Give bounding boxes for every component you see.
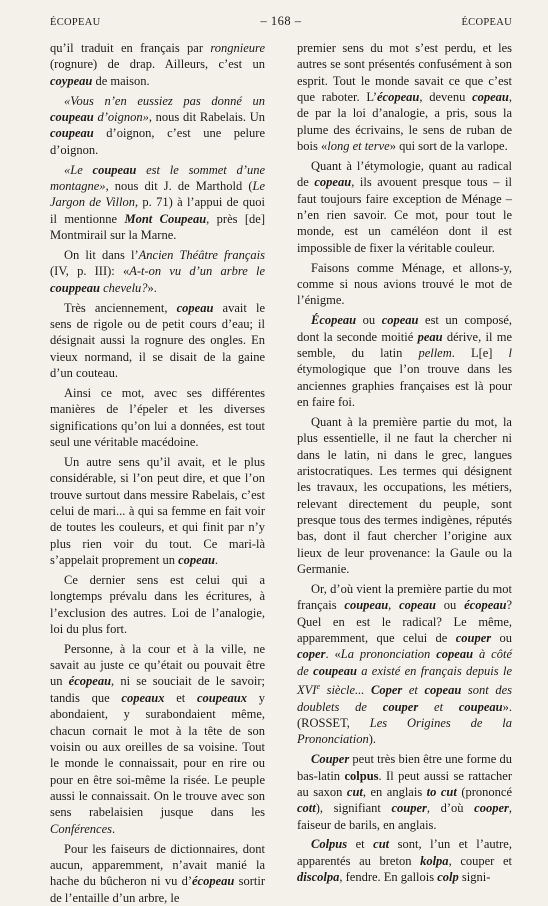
emphasized-text: sont des doublets de: [297, 683, 512, 714]
paragraph: [50, 454, 265, 568]
paragraph: [297, 414, 512, 577]
emphasized-text: coupeau: [50, 126, 94, 141]
emphasized-text: Les Origines de la Prononciation: [297, 715, 512, 747]
emphasized-text: à côté de: [297, 647, 512, 678]
text-run: , nous dit J. de Marthold (: [105, 178, 253, 193]
emphasized-text: discolpa: [297, 870, 340, 885]
text-run: .: [112, 821, 116, 836]
text-run: Ainsi ce mot, avec ses différentes manières de l’épeler et les diverses significations qu’on lui a données, est tout seul une véritable macédoine.: [50, 385, 265, 449]
header-right-title: ÉCOPEAU: [461, 17, 512, 28]
left-column: [50, 40, 265, 906]
paragraph: [50, 247, 265, 296]
paragraph: [50, 572, 265, 637]
text-run: Or, d’où vient la première partie du mot français: [297, 581, 512, 613]
text-run: , fendre. En gallois: [339, 870, 438, 885]
text-run: sont, l’un et l’autre, apparentés au breton: [297, 837, 512, 868]
emphasized-text: couper: [382, 699, 419, 714]
emphasized-text: écopeau: [192, 874, 235, 889]
paragraph: [297, 312, 512, 410]
emphasized-text: copeau: [424, 683, 462, 698]
emphasized-text: coupeaux: [196, 690, 247, 705]
right-column: [297, 40, 512, 906]
text-run: .: [214, 552, 219, 567]
emphasized-text: copeau: [399, 598, 436, 613]
text-run: et: [164, 690, 197, 705]
text-run: étymologique que l’on trouve dans les anciennes graphies françaises est là pour en faire foi.: [297, 362, 512, 409]
text-run: de maison.: [92, 73, 150, 88]
text-columns: [50, 40, 512, 906]
text-run: . L[e]: [451, 345, 509, 360]
emphasized-text: long et terve: [327, 139, 390, 154]
paragraph: [297, 158, 512, 256]
text-run: premier sens du mot s’est perdu, et les autres se sont présentés confusément à son esprit. Tout le monde savait ce que c’est que raboter. L’: [297, 41, 512, 105]
emphasized-text: cut: [346, 784, 363, 799]
text-run: , devenu: [419, 90, 473, 105]
text-run: ou: [356, 313, 382, 328]
text-run: peut très bien être une forme du bas-latin: [297, 752, 512, 783]
text-run: avait le sens de rigole ou de petit cours d’eau; il désignait aussi la rognure des ongles. En vieux normand, il se disait de la gaine d’un couteau.: [50, 300, 265, 380]
text-run: , faiseur de barils, en anglais.: [297, 801, 512, 832]
emphasized-text: Couper: [311, 752, 350, 767]
emphasized-text: Conférences: [50, 821, 113, 836]
emphasized-text: pellem: [418, 345, 452, 360]
text-run: d’oignon, c’est une pelure d’oignon.: [50, 126, 265, 157]
paragraph: [50, 40, 265, 89]
text-run: , couper et: [448, 853, 512, 868]
emphasized-text: colp: [437, 870, 459, 885]
emphasized-text: Colpus: [311, 837, 348, 852]
emphasized-text: copeaux: [121, 690, 165, 705]
paragraph: [50, 162, 265, 244]
emphasized-text: e: [316, 682, 320, 692]
emphasized-text: rongnieure: [210, 41, 265, 55]
emphasized-text: «Vous n’en eussiez pas donné un: [64, 93, 265, 108]
emphasized-text: cooper: [474, 801, 509, 816]
text-run: , de par la loi d’analogie, a pris, sous la plume des écrivains, le sens de ruban de bois «: [297, 90, 512, 154]
paragraph: [50, 841, 265, 906]
emphasized-text: kolpa: [420, 853, 449, 868]
text-run: sortir de l’entaille d’un arbre, le: [50, 874, 265, 905]
header-left-title: ÉCOPEAU: [50, 17, 101, 28]
emphasized-text: est le sommet d’une montagne»: [50, 162, 266, 193]
text-run: Ce dernier sens est celui qui a longtemps prévalu dans les écritures, à l’exclusion des autres. Loi de l’analogie, loi du plus fort.: [50, 572, 265, 636]
paragraph: [297, 260, 512, 309]
emphasized-text: coupeau: [50, 109, 94, 124]
text-run: , nous dit Rabelais. Un: [148, 109, 265, 124]
text-run: (IV, p. III): «: [50, 264, 130, 279]
text-run: ? Quel en est le radical? Le même, apparemment, que celui de: [297, 598, 513, 645]
text-run: dérive, il me semble, du latin: [297, 329, 512, 360]
paragraph: [297, 836, 512, 885]
text-run: (prononcé: [456, 784, 512, 799]
text-run: Quant à la première partie du mot, la plus essentielle, il ne faut la chercher ni dans le latin, ni dans le grec, langues aristocratiques. Les termes qui désignent les travaux, les occupations, les métiers, relevant directement du peuple, sont presque tous des termes indigènes, réputés bas, dont il faut chercher l’origine aux lieux de leur provenance: la Gaule ou la Germanie.: [297, 414, 512, 577]
emphasized-text: La prononciation: [340, 647, 437, 662]
emphasized-text: couppeau: [50, 280, 100, 295]
text-run: ,: [388, 598, 400, 613]
emphasized-text: copeau: [381, 313, 419, 328]
emphasized-text: copeau: [176, 300, 214, 315]
emphasized-text: Ancien Théâtre français: [138, 247, 265, 262]
paragraph: [297, 40, 512, 154]
text-run: Un autre sens qu’il avait, et le plus considérable, si l’on peut dire, et que l’on trouve surtout dans messire Rabelais, c’est celui de mari... à qui sa femme en fait voir de toutes les couleurs, et qui finit par n’y plus rien voir du tout. Ce mari-là s’appelait proprement un: [50, 454, 265, 567]
emphasized-text: coypeau: [50, 73, 93, 88]
emphasized-text: colpus: [344, 768, 379, 783]
emphasized-text: chevelu?: [100, 280, 148, 295]
emphasized-text: écopeau: [464, 598, 507, 613]
text-run: (rognure) de drap. Ailleurs, c’est un: [50, 57, 265, 72]
text-run: , ils avouent presque tous – il faut toujours faire exception de Ménage – n’en rien savoir. Ce mot, pour tout le monde, est un caméléon dont il est impossible de fixer la véritable couleur.: [297, 175, 512, 255]
emphasized-text: couper: [391, 801, 427, 816]
text-run: , près [de] Montmirail sur la Marne.: [50, 211, 265, 242]
text-run: ».: [147, 280, 157, 295]
text-run: , d’où: [426, 801, 475, 816]
paragraph: [297, 581, 512, 748]
text-run: . Il peut aussi se rattacher au saxon: [297, 768, 512, 799]
text-run: y abondaient, y surabondaient même, chacun cornait le mot à la tête de son voisin ou aux oreilles de sa voisine. Tout le monde le connaissait, pour en rire ou pour en être soi-même la risée. Le peuple aussi le connaissait. On le trouve avec son sens rabelaisien jusque dans les: [50, 690, 265, 820]
emphasized-text: couper: [455, 631, 492, 645]
paragraph: [297, 751, 512, 833]
text-run: ». (ROSSET,: [297, 699, 512, 730]
emphasized-text: Écopeau: [311, 313, 357, 328]
emphasized-text: coupeau: [313, 663, 357, 678]
text-run: , ni se souciait de le savoir; tandis que: [50, 674, 266, 705]
text-run: , p. 71) à l’appui de quoi il mentionne: [50, 195, 266, 226]
emphasized-text: to cut: [426, 784, 457, 799]
paragraph: [50, 385, 265, 450]
text-run: On lit dans l’: [64, 247, 139, 262]
emphasized-text: copeau: [436, 647, 474, 662]
emphasized-text: écopeau: [377, 90, 420, 105]
emphasized-text: Coper: [371, 683, 403, 698]
emphasized-text: «Le: [64, 162, 93, 177]
paragraph: [50, 641, 265, 837]
text-run: ), signifiant: [315, 801, 392, 816]
emphasized-text: peau: [417, 329, 443, 344]
emphasized-text: coper: [297, 647, 326, 662]
emphasized-text: copeau: [314, 175, 352, 190]
text-run: . «: [325, 647, 341, 662]
emphasized-text: et: [402, 683, 425, 698]
emphasized-text: cott: [297, 801, 316, 816]
text-run: Personne, à la cour et à la ville, ne savait au juste ce qu’était ou pouvait être un: [50, 641, 265, 689]
emphasized-text: copeau: [178, 552, 215, 567]
emphasized-text: Le Jargon de Villon: [50, 178, 265, 210]
text-run: ).: [368, 732, 377, 747]
text-run: ou: [435, 598, 465, 613]
text-run: et: [347, 837, 374, 852]
text-run: signi-: [458, 870, 491, 885]
emphasized-text: a existé en français depuis le XVI: [297, 663, 512, 698]
text-run: Faisons comme Ménage, et allons-y, comme si nous avions trouvé le mot de l’énigme.: [297, 260, 512, 308]
emphasized-text: écopeau: [68, 674, 112, 689]
emphasized-text: cut: [373, 837, 390, 852]
emphasized-text: coupeau: [344, 598, 389, 613]
text-run: , en anglais: [362, 784, 427, 799]
emphasized-text: et: [418, 699, 459, 714]
emphasized-text: copeau: [472, 90, 509, 105]
running-header: [50, 14, 512, 30]
emphasized-text: l: [508, 345, 513, 360]
emphasized-text: A-t-on vu d’un arbre le: [129, 264, 265, 279]
page-number: – 168 –: [260, 14, 302, 28]
text-run: est un composé, dont la seconde moitié: [297, 313, 513, 344]
paragraph: [50, 300, 265, 382]
text-run: qu’il traduit en français par: [50, 41, 211, 55]
emphasized-text: Mont Coupeau: [124, 211, 207, 226]
emphasized-text: coupeau: [458, 699, 503, 714]
paragraph: [50, 93, 265, 158]
text-run: ou: [491, 631, 512, 645]
emphasized-text: d’oignon»: [93, 109, 149, 124]
emphasized-text: coupeau: [92, 162, 137, 177]
text-run: » qui sort de la varlope.: [389, 139, 508, 154]
text-run: Très anciennement,: [64, 300, 177, 315]
text-run: Pour les faiseurs de dictionnaires, dont aucun, apparemment, n’avait manié la hache du bûcheron ni vu d’: [50, 841, 265, 889]
text-run: Quant à l’étymologie, quant au radical de: [297, 159, 512, 190]
emphasized-text: siècle...: [320, 683, 372, 698]
